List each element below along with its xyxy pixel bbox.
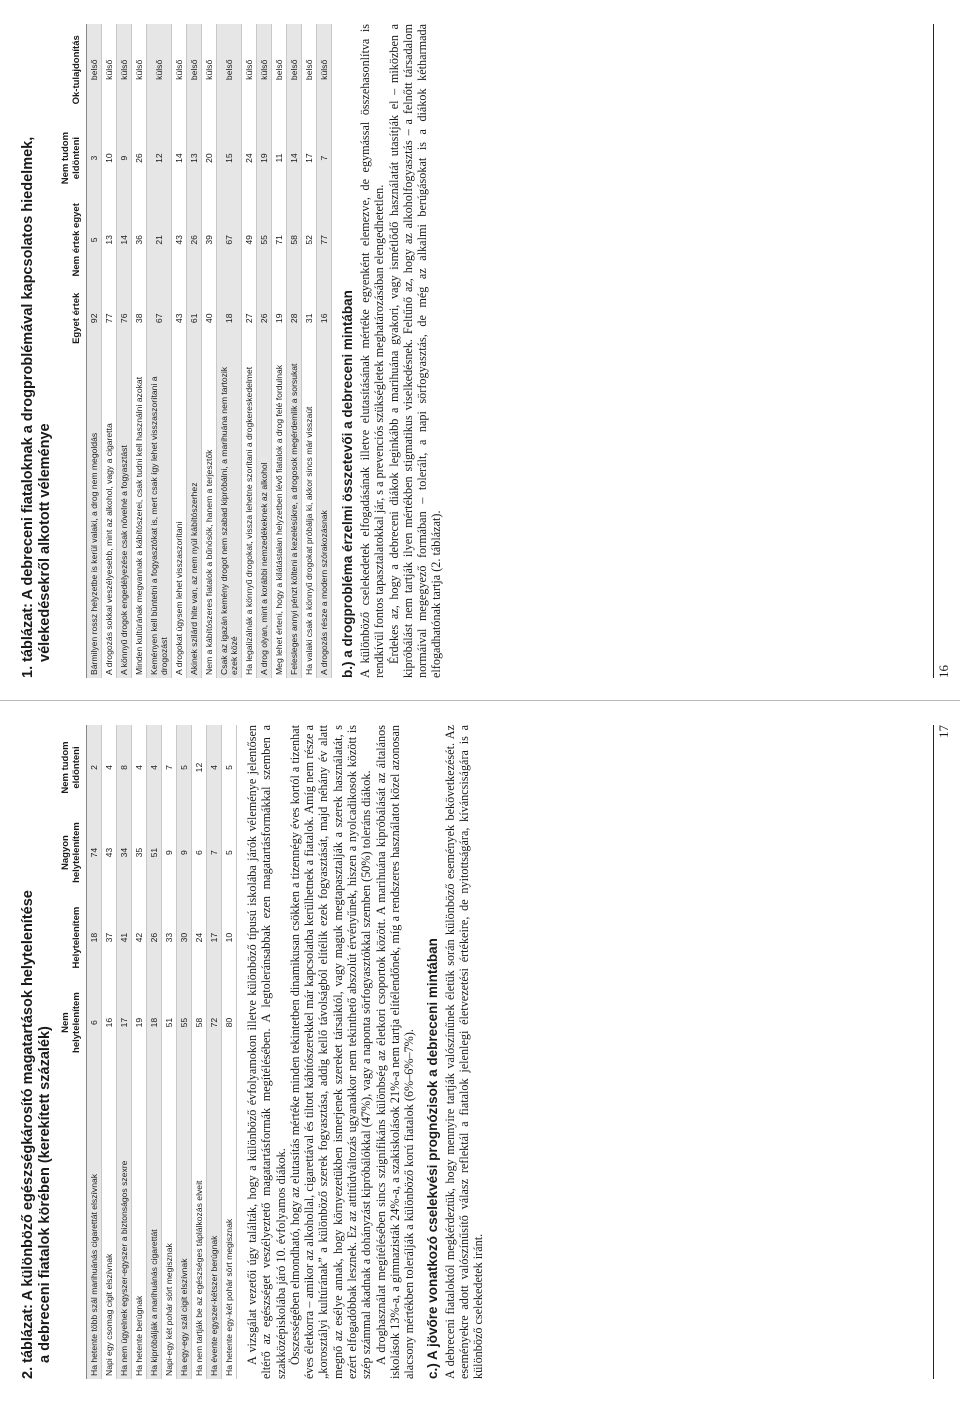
- table-1-cell: belső: [187, 24, 202, 116]
- table-1-row-label: A könnyű drogok engedélyezése csak növelné a fogyasztást: [117, 358, 132, 678]
- table-2-cell: 2: [87, 725, 102, 810]
- table-1-row-label: Keményen kell büntetni a fogyasztókat is, mert csak így lehet visszaszorítani a drogozást: [147, 358, 172, 678]
- table-1-cell: 28: [287, 279, 302, 357]
- table-2-row: [87, 725, 102, 1379]
- table-1-cell: külső: [202, 24, 217, 116]
- table-2-cell: 80: [222, 980, 237, 1065]
- table-1-cell: 21: [147, 201, 172, 279]
- table-2-cell: 9: [177, 810, 192, 895]
- table-1-cell: 10: [102, 116, 117, 201]
- table-2-header-label: [58, 1065, 87, 1379]
- table-1-cell: külső: [132, 24, 147, 116]
- table-2-cell: 4: [102, 725, 117, 810]
- page-17-footer-rule: [933, 725, 934, 1379]
- table-2-cell: 4: [132, 725, 147, 810]
- table-1-cell: 15: [217, 116, 242, 201]
- table-2-cell: 18: [87, 895, 102, 980]
- table-1-cell: 14: [172, 116, 187, 201]
- table-1-cell: 26: [187, 201, 202, 279]
- table-2-row: [102, 725, 117, 1379]
- table-2-row-label: Ha kipróbálják a marihuánás cigarettát: [147, 1065, 162, 1379]
- table-1-cell: 71: [272, 201, 287, 279]
- table-1-cell: 39: [202, 201, 217, 279]
- table-2-cell: 51: [147, 810, 162, 895]
- table-1-cell: 49: [242, 201, 257, 279]
- table-1-title: [20, 24, 54, 678]
- table-1: [58, 24, 332, 678]
- table-1-cell: 26: [132, 116, 147, 201]
- table-1-row-label: Minden kultúrának megvannak a kábítószerei, csak tudni kell használni azokat: [132, 358, 147, 678]
- table-2-row: [117, 725, 132, 1379]
- table-1-cell: 24: [242, 116, 257, 201]
- table-1-row-label: A drogokat úgysem lehet visszaszorítani: [172, 358, 187, 678]
- table-2-cell: 74: [87, 810, 102, 895]
- table-2-header-strongly-disapprove: Nagyon helytelenítem: [58, 810, 87, 895]
- table-2-cell: 19: [132, 980, 147, 1065]
- table-1-header-disagree: Nem értek egyet: [58, 201, 87, 279]
- section-c-paragraph: A debreceni fiataloktól megkérdeztük, hogy mennyire tartják valószínűnek életük során különböző események bekövetkezését. Az eseményekre adott valószínűsítő válasz reflektál a fiatalok jelenlegi életvezetési értékeire, de nyitottságára, kíváncsiságára is a különböző cselekedetek iránt.: [442, 725, 486, 1379]
- table-2-row-label: Ha hetente több szál marihuánás cigarettát elszívnak: [87, 1065, 102, 1379]
- table-2-row: [207, 725, 222, 1379]
- table-1-cell: 18: [217, 279, 242, 357]
- table-1-cell: 52: [302, 201, 317, 279]
- table-2-row-label: Ha nem ügyelnek egyszer-egyszer a biztonságos szexre: [117, 1065, 132, 1379]
- table-1-cell: 9: [117, 116, 132, 201]
- table-1-header-agree: Egyet értek: [58, 279, 87, 357]
- table-1-cell: 38: [132, 279, 147, 357]
- table-1-row: [132, 24, 147, 678]
- table-1-cell: 61: [187, 279, 202, 357]
- table-1-cell: 3: [87, 116, 102, 201]
- table-2-cell: 42: [132, 895, 147, 980]
- table-2-cell: 26: [147, 895, 162, 980]
- table-2-row-label: Ha hetente egy-két pohár sört megisznak: [222, 1065, 237, 1379]
- table-1-cell: 12: [147, 116, 172, 201]
- table-1-row: [287, 24, 302, 678]
- table-1-row-label: Ha valaki csak a könnyű drogokat próbálja ki, akkor sincs már visszaút: [302, 358, 317, 678]
- table-1-cell: 76: [117, 279, 132, 357]
- table-1-row: [272, 24, 287, 678]
- table-2-row-label: Ha nem tartják be az egészséges táplálkozás elveit: [192, 1065, 207, 1379]
- table-2-row: [222, 725, 237, 1379]
- section-b-heading: b.) a drogprobléma érzelmi összetevői a debreceni mintában: [340, 290, 355, 678]
- table-1-row: [102, 24, 117, 678]
- table-1-cell: 92: [87, 279, 102, 357]
- table-2-cell: 6: [192, 810, 207, 895]
- section-b-paragraph-2: Érdekes az, hogy a debreceni diákok leginkább a marihuána gyakori, vagy ismétlődő használatát utasítják el – miközben a kipróbálást nem tartják ilyen mértékben stigmatikus viselkedésnek. Feltűnő az, hogy az alkoholfogyasztás – a felnőtt társadalom normáival megegyező formában – tolerált, a napi sörfogyasztás, de még az alkalmi berúgásokat is a diákok kétharmada elfogadhatónak tartja (2. táblázat).: [386, 24, 444, 678]
- table-1-cell: 14: [117, 201, 132, 279]
- table-1-cell: 20: [202, 116, 217, 201]
- table-1-header-row: [58, 24, 87, 678]
- table-2-cell: 9: [162, 810, 177, 895]
- table-1-row-label: Ha legalizálnák a könnyű drogokat, vissza lehetne szorítani a drogkereskedelmet: [242, 358, 257, 678]
- table-2-cell: 72: [207, 980, 222, 1065]
- page-16: [0, 0, 960, 700]
- table-1-row-label: Akinek szilárd hite van, az nem nyúl kábítószerhez: [187, 358, 202, 678]
- table-1-header-attribution: Ok-tulajdonítás: [58, 24, 87, 116]
- table-1-cell: 11: [272, 116, 287, 201]
- table-1-row-label: Felesleges annyi pénzt költeni a kezelésükre, a drogosok megérdemlik a sorsukat: [287, 358, 302, 678]
- paragraph-2: Összességében elmondható, hogy az elutasítás mértéke minden tekintetben dinamikusan csökken a tizennégy éves kortól a tizenhat éves életkorra – amikor az alkohollal, cigarettával és tiltott kábítószerekkel már kapcsolatba kerülhetnek a fiatalok. Amíg nem része a „korosztályi kultúrának” a különböző szerek fogyasztása, addig kellő távolságból elítélik ezek fogyasztását, majd néhány év alatt megnő az esélye annak, hogy környezetükben ismerjenek szereket társaiktól, vagy maguk megtapasztalják a szerek használatát, s ezért elfogadóbbak lesznek. Ez az attitűdváltozás ugyanakkor nem tekinthető abszolút érvényűnek, hiszen a nyolcadikosok között is szép számmal akadnak a dohányzást kipróbálókkal (47%), vagy a naponta sörfogyasztókkal szemben (50%) toleráns diákok.: [287, 725, 374, 1379]
- table-2-row: [132, 725, 147, 1379]
- table-1-cell: belső: [272, 24, 287, 116]
- table-1-cell: belső: [217, 24, 242, 116]
- table-1-row: [202, 24, 217, 678]
- table-2-cell: 35: [132, 810, 147, 895]
- table-1-cell: belső: [302, 24, 317, 116]
- table-1-cell: 55: [257, 201, 272, 279]
- table-2-cell: 5: [177, 725, 192, 810]
- table-1-cell: 27: [242, 279, 257, 357]
- table-1-row: [317, 24, 332, 678]
- table-2-row-label: Ha évente egyszer-kétszer berúgnak: [207, 1065, 222, 1379]
- table-2-cell: 5: [222, 810, 237, 895]
- paragraph-3: A droghasználat megítélésében sincs szignifikáns különbség az életkori csoportok között. A marihuána kipróbálását az általános iskolások 13%-a, a gimnazisták 24%-a, a szakiskolások 21%-a nem tartja elítélendőnek, míg a rendszeres használatot közel azonosan alacsony mértékben tolerálják a különböző korú fiatalok (6%–6%–7%).: [373, 725, 417, 1379]
- table-1-row: [257, 24, 272, 678]
- table-1-cell: 26: [257, 279, 272, 357]
- table-2-cell: 43: [102, 810, 117, 895]
- table-2-row-label: Napi egy csomag cigit elszívnak: [102, 1065, 117, 1379]
- table-2-row: [162, 725, 177, 1379]
- table-1-row: [87, 24, 102, 678]
- table-2-header-undecided: Nem tudom eldönteni: [58, 725, 87, 810]
- table-1-cell: 16: [317, 279, 332, 357]
- table-1-title-line1: 1. táblázat: A debreceni fiataloknak a drogproblémával kapcsolatos hiedelmek,: [20, 136, 36, 678]
- table-1-cell: 5: [87, 201, 102, 279]
- table-2-cell: 4: [207, 725, 222, 810]
- page-number-17: 17: [936, 725, 951, 738]
- table-1-cell: 14: [287, 116, 302, 201]
- table-1-cell: 43: [172, 279, 187, 357]
- table-1-cell: külső: [147, 24, 172, 116]
- table-1-cell: külső: [242, 24, 257, 116]
- table-1-row: [117, 24, 132, 678]
- table-1-cell: 58: [287, 201, 302, 279]
- table-2-cell: 18: [147, 980, 162, 1065]
- table-2: [58, 725, 237, 1379]
- table-2-title: [20, 725, 54, 1379]
- table-1-row: [187, 24, 202, 678]
- table-2-cell: 51: [162, 980, 177, 1065]
- table-2-header-disapprove: Helytelenítem: [58, 895, 87, 980]
- table-1-row-label: Bármilyen rossz helyzetbe is kerül valaki, a drog nem megoldás: [87, 358, 102, 678]
- table-1-row: [302, 24, 317, 678]
- table-1-header-label: [58, 358, 87, 678]
- table-2-cell: 6: [87, 980, 102, 1065]
- page-16-panel: [0, 0, 960, 700]
- table-1-cell: 19: [272, 279, 287, 357]
- table-2-cell: 4: [147, 725, 162, 810]
- table-2-header-not-disapprove: Nem helytelenítem: [58, 980, 87, 1065]
- table-1-cell: 43: [172, 201, 187, 279]
- table-1-cell: 13: [102, 201, 117, 279]
- table-1-row-label: Meg lehet érteni, hogy a kilátástalan helyzetben lévő fiatalok a drog felé fordulnak: [272, 358, 287, 678]
- table-1-row-label: A drogozás része a modern szórakozásnak: [317, 358, 332, 678]
- section-c-heading: c.) A jövőre vonatkozó cselekvési prognózisok a debreceni mintában: [424, 938, 440, 1379]
- table-2-cell: 8: [117, 725, 132, 810]
- table-2-cell: 24: [192, 895, 207, 980]
- table-1-row: [217, 24, 242, 678]
- table-1-cell: 67: [147, 279, 172, 357]
- table-2-cell: 7: [162, 725, 177, 810]
- table-1-row-label: A drogozás sokkal veszélyesebb, mint az alkohol, vagy a cigaretta: [102, 358, 117, 678]
- table-1-cell: 77: [102, 279, 117, 357]
- table-1-cell: belső: [87, 24, 102, 116]
- table-2-cell: 7: [207, 810, 222, 895]
- table-1-row: [242, 24, 257, 678]
- table-2-cell: 55: [177, 980, 192, 1065]
- table-2-body: [87, 725, 237, 1379]
- table-1-row-label: A drog olyan, mint a korábbi nemzedékeknek az alkohol: [257, 358, 272, 678]
- table-2-row-label: Napi-egy két pohár sört megisznak: [162, 1065, 177, 1379]
- table-2-cell: 37: [102, 895, 117, 980]
- table-2-cell: 10: [222, 895, 237, 980]
- table-2-cell: 58: [192, 980, 207, 1065]
- table-1-cell: 17: [302, 116, 317, 201]
- table-2-row: [177, 725, 192, 1379]
- section-b-paragraph-1: A különböző cselekedetek elfogadásának illetve elutasításának mértéke egyenként elemezve, de egymással összehasonlítva is rendkívül fontos tapasztalatokkal jár, s a prevenciós szükségletek meghatározásában elengedhetetlen.: [358, 24, 387, 678]
- table-2-cell: 34: [117, 810, 132, 895]
- page-17-panel: [0, 701, 960, 1401]
- table-2-row: [192, 725, 207, 1379]
- table-1-cell: 19: [257, 116, 272, 201]
- table-1-row-label: Nem a kábítószeres fiatalok a bűnösök, hanem a terjesztők: [202, 358, 217, 678]
- table-1-cell: külső: [257, 24, 272, 116]
- table-1-cell: 13: [187, 116, 202, 201]
- table-2-cell: 17: [117, 980, 132, 1065]
- table-1-row-label: Csak az igazán kemény drogot nem szabad kipróbálni, a marihuána nem tartozik ezek közé: [217, 358, 242, 678]
- table-2-row-label: Ha egy-egy szál cigit elszívnak: [177, 1065, 192, 1379]
- table-2-row: [147, 725, 162, 1379]
- table-2-row-label: Ha hetente berúgnak: [132, 1065, 147, 1379]
- table-2-title-line1: 2. táblázat: A különböző egészségkárosító magatartások helytelenítése: [20, 890, 36, 1379]
- table-1-cell: 77: [317, 201, 332, 279]
- page-number-16: 16: [936, 665, 951, 678]
- table-2-title-line2: a debreceni fiatalok körében (kerekített százalék): [37, 1026, 53, 1363]
- table-1-cell: külső: [317, 24, 332, 116]
- table-1-cell: belső: [287, 24, 302, 116]
- table-2-cell: 5: [222, 725, 237, 810]
- table-2-cell: 16: [102, 980, 117, 1065]
- table-1-cell: 67: [217, 201, 242, 279]
- page-16-footer-rule: [933, 24, 934, 678]
- table-2-cell: 33: [162, 895, 177, 980]
- table-1-title-line2: vélekedésekről alkotott véleménye: [37, 423, 53, 662]
- table-2-cell: 17: [207, 895, 222, 980]
- page-17: [0, 701, 960, 1401]
- table-2-cell: 12: [192, 725, 207, 810]
- table-1-row: [147, 24, 172, 678]
- table-2-cell: 30: [177, 895, 192, 980]
- paragraph-1: A vizsgálat vezetői úgy találták, hogy a különböző évfolyamokon illetve különböző típusú iskolába járók véleménye jelentősen eltérő az egészséget veszélyeztető magatartásformák megítélésében. A legtoleránsabbak ezen magatartásformákkal szemben a szakközépiskolába járó 10. évfolyamos diákok.: [245, 725, 288, 1379]
- table-1-cell: külső: [172, 24, 187, 116]
- table-1-cell: külső: [102, 24, 117, 116]
- table-1-cell: 40: [202, 279, 217, 357]
- table-1-cell: 7: [317, 116, 332, 201]
- table-1-cell: 31: [302, 279, 317, 357]
- table-1-cell: külső: [117, 24, 132, 116]
- table-2-header-row: [58, 725, 87, 1379]
- table-1-header-undecided: Nem tudom eldönteni: [58, 116, 87, 201]
- table-1-body: [87, 24, 332, 678]
- table-2-cell: 41: [117, 895, 132, 980]
- table-1-row: [172, 24, 187, 678]
- table-1-cell: 36: [132, 201, 147, 279]
